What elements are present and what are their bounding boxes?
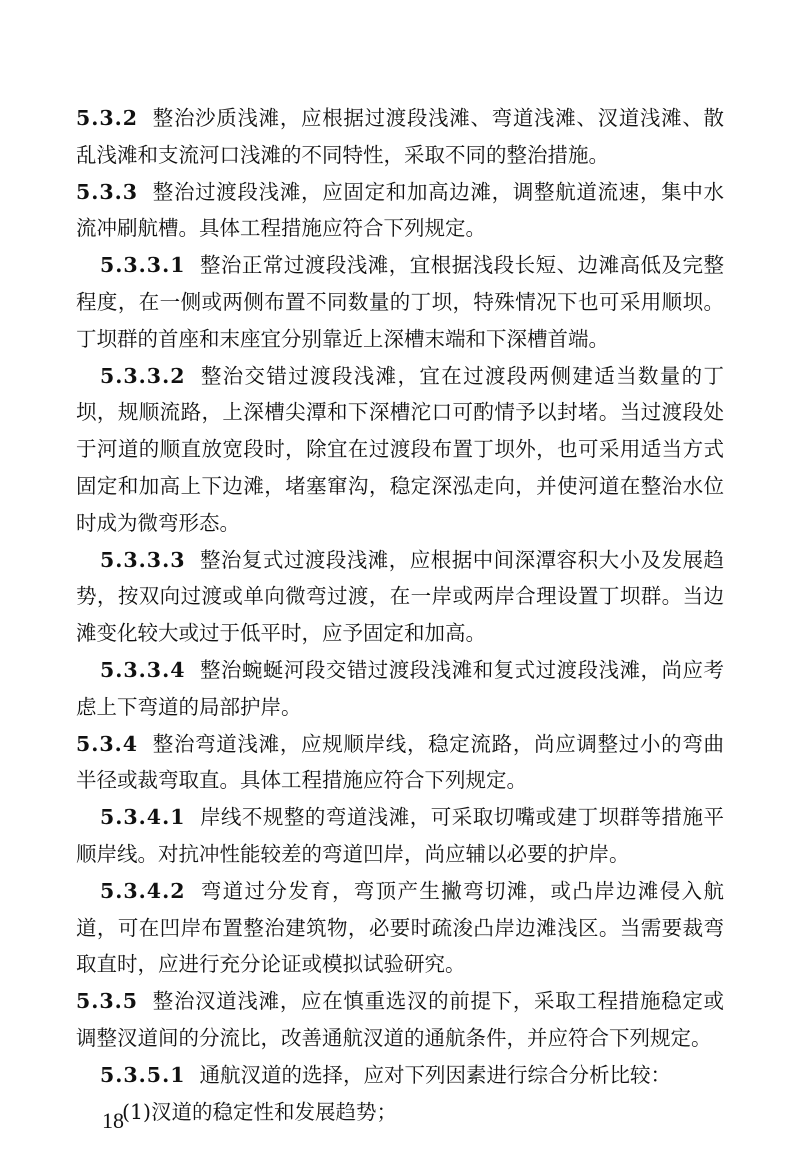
clause-number: 5.3.4.2 <box>100 878 186 903</box>
clause-number: 5.3.3.1 <box>100 253 186 278</box>
clause-5-3-4 <box>76 726 724 800</box>
clause-5-3-3-1 <box>76 247 724 357</box>
page-number: 18 <box>102 1108 124 1133</box>
clause-5-3-3-3 <box>76 542 724 652</box>
clause-text: 整治汊道浅滩，应在慎重选汊的前提下，采取工程措施稳定或调整汊道间的分流比，改善通航汊道的通航条件，并应符合下列规定。 <box>76 989 724 1050</box>
clause-number: 5.3.4.1 <box>100 805 186 830</box>
clause-number: 5.3.3 <box>76 179 139 204</box>
clause-number: 5.3.4 <box>76 731 139 756</box>
clause-number: 5.3.5.1 <box>100 1062 186 1087</box>
clause-5-3-4-1 <box>76 799 724 873</box>
clause-text: 岸线不规整的弯道浅滩，可采取切嘴或建丁坝群等措施平顺岸线。对抗冲性能较差的弯道凹岸，尚应辅以必要的护岸。 <box>76 805 724 866</box>
clause-text: 整治交错过渡段浅滩，宜在过渡段两侧建适当数量的丁坝，规顺流路，上深槽尖潭和下深槽沱口可酌情予以封堵。当过渡段处于河道的顺直放宽段时，除宜在过渡段布置丁坝外，也可采用适当方式固定和加高上下边滩，堵塞窜沟，稳定深泓走向，并使河道在整治水位时成为微弯形态。 <box>76 363 724 535</box>
clause-text: 整治过渡段浅滩，应固定和加高边滩，调整航道流速，集中水流冲刷航槽。具体工程措施应符合下列规定。 <box>76 179 724 241</box>
clause-number: 5.3.2 <box>76 106 139 130</box>
clause-text: 整治蜿蜒河段交错过渡段浅滩和复式过渡段浅滩，尚应考虑上下弯道的局部护岸。 <box>76 657 724 719</box>
clause-text: 整治复式过渡段浅滩，应根据中间深潭容积大小及发展趋势，按双向过渡或单向微弯过渡，在一岸或两岸合理设置丁坝群。当边滩变化较大或过于低平时，应予固定和加高。 <box>76 547 724 646</box>
clause-text: 整治弯道浅滩，应规顺岸线，稳定流路，尚应调整过小的弯曲半径或裁弯取直。具体工程措施应符合下列规定。 <box>76 731 724 793</box>
clause-text: 弯道过分发育，弯顶产生撇弯切滩，或凸岸边滩侵入航道，可在凹岸布置整治建筑物，必要时疏浚凸岸边滩浅区。当需要裁弯取直时，应进行充分论证或模拟试验研究。 <box>76 878 724 977</box>
clause-number: 5.3.5 <box>76 989 139 1014</box>
clause-number: 5.3.3.4 <box>100 657 186 682</box>
clause-number: 5.3.3.2 <box>100 363 186 388</box>
clause-5-3-5 <box>76 983 724 1057</box>
clause-5-3-3-4 <box>76 652 724 726</box>
clause-5-3-2 <box>76 100 724 174</box>
clause-text: 整治沙质浅滩，应根据过渡段浅滩、弯道浅滩、汊道浅滩、散乱浅滩和支流河口浅滩的不同特性，采取不同的整治措施。 <box>76 106 724 167</box>
clause-text: 通航汊道的选择，应对下列因素进行综合分析比较： <box>199 1062 671 1087</box>
list-item-text: (1)汊道的稳定性和发展趋势； <box>122 1099 398 1124</box>
clause-text: 整治正常过渡段浅滩，宜根据浅段长短、边滩高低及完整程度，在一侧或两侧布置不同数量的丁坝，特殊情况下也可采用顺坝。丁坝群的首座和末座宜分别靠近上深槽末端和下深槽首端。 <box>76 253 724 351</box>
clause-number: 5.3.3.3 <box>100 547 186 572</box>
clause-5-3-5-1 <box>76 1057 724 1094</box>
clause-5-3-4-2 <box>76 873 724 983</box>
body-text <box>76 100 724 1130</box>
clause-5-3-3 <box>76 174 724 248</box>
clause-5-3-3-2 <box>76 358 724 542</box>
list-item <box>76 1094 724 1131</box>
